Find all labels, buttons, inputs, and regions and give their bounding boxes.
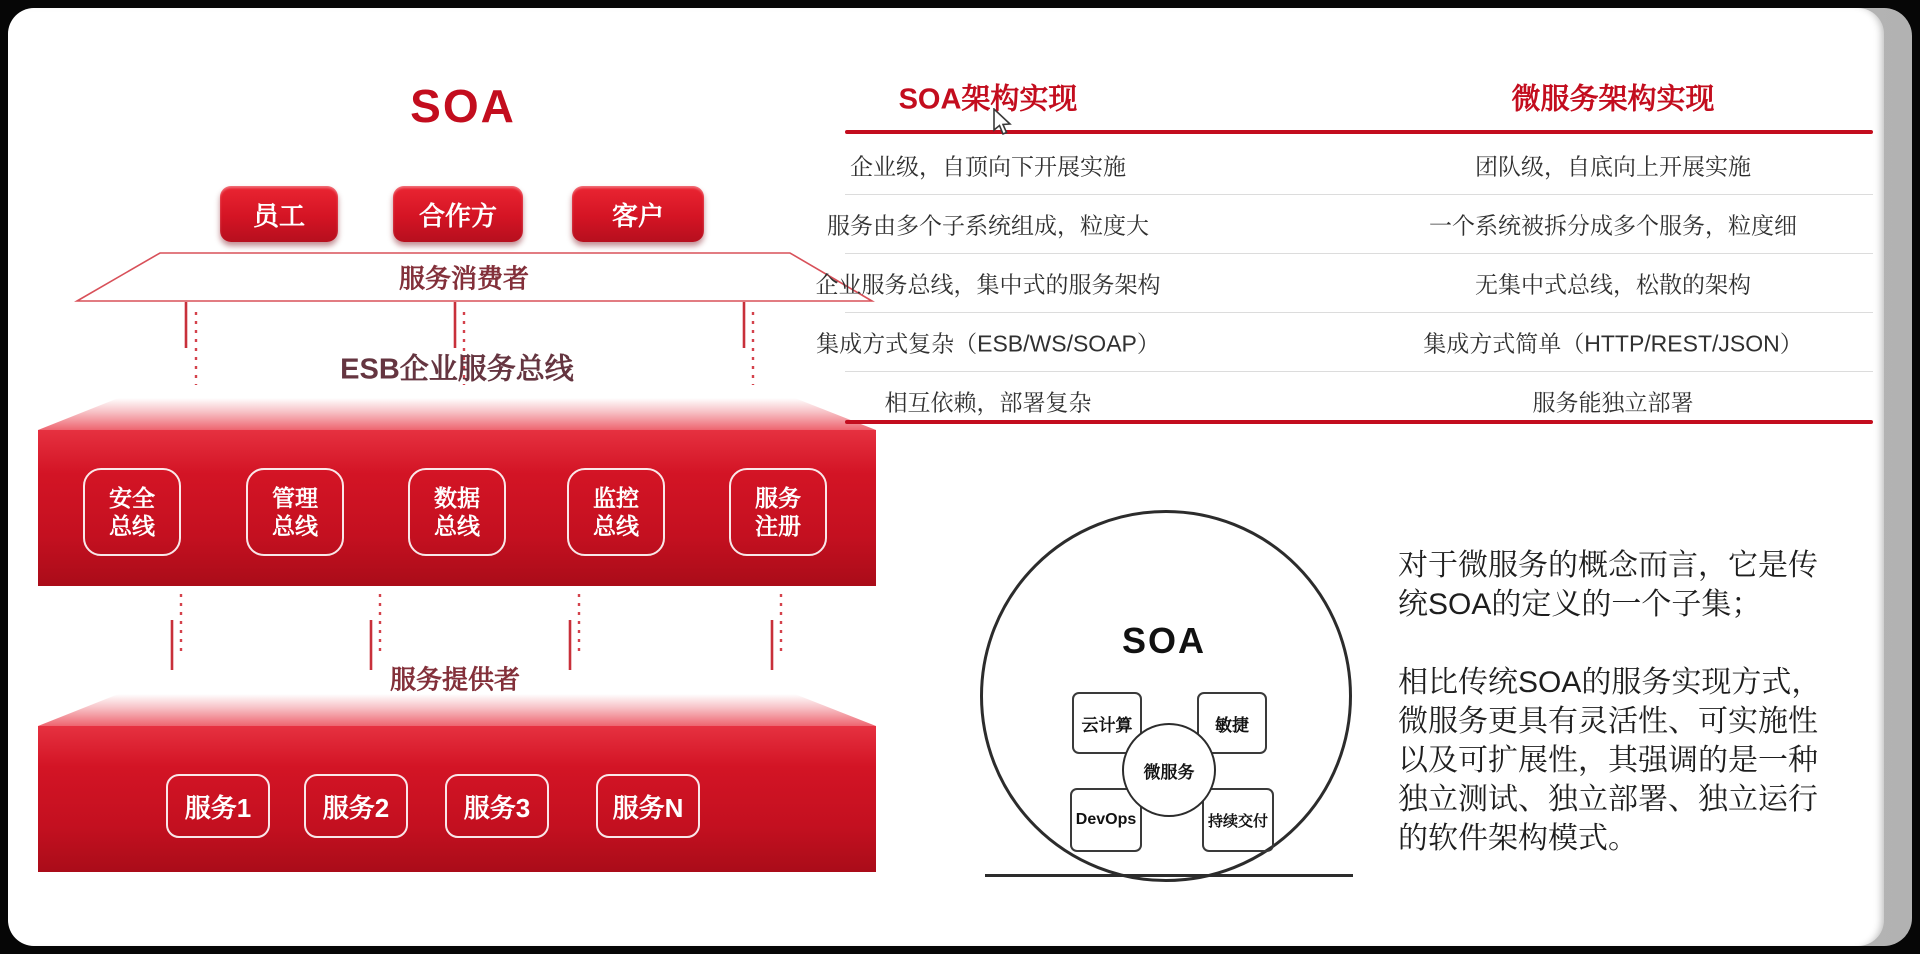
table-cell-micro: 服务能独立部署 (1532, 389, 1694, 416)
bus-box-monitoring (567, 468, 665, 556)
description-text (1398, 546, 1868, 858)
table-header-microservice: 微服务架构实现 (1511, 83, 1715, 116)
service-box-label: 服务3 (463, 792, 531, 823)
bus-box-label: 管理 (272, 485, 318, 511)
consumer-box-partner-label: 合作方 (418, 200, 497, 231)
bus-box-label: 服务 (755, 485, 801, 511)
bus-box-label: 数据 (434, 485, 480, 511)
consumer-box-employee-label: 员工 (252, 200, 305, 231)
description-line: 的软件架构模式。 (1398, 822, 1638, 855)
table-bottom-rule (845, 420, 1873, 424)
venn-box-continuous-delivery (1202, 788, 1274, 852)
esb-slab-top-face (38, 398, 876, 430)
bus-box-label: 总线 (593, 513, 639, 539)
bus-box-label: 总线 (272, 513, 318, 539)
service-box-label: 服务1 (184, 792, 252, 823)
description-line: 统SOA的定义的一个子集； (1398, 588, 1762, 621)
description-line: 微服务更具有灵活性、可实施性 (1398, 705, 1818, 738)
table-cell-micro: 无集中式总线，松散的架构 (1475, 271, 1751, 298)
consumer-group-label: 服务消费者 (398, 263, 530, 294)
venn-outer-circle (980, 510, 1352, 882)
table-header-soa: SOA架构实现 (898, 83, 1078, 116)
esb-bus-label: ESB企业服务总线 (340, 353, 574, 386)
bus-box-label: 总线 (434, 513, 480, 539)
bus-box-label: 注册 (755, 513, 801, 539)
service-box-label: 服务N (612, 792, 684, 823)
description-line: 以及可扩展性，其强调的是一种 (1398, 744, 1818, 777)
table-row (845, 136, 1873, 195)
venn-outer-label: SOA (1121, 620, 1207, 661)
service-box-3 (445, 774, 549, 838)
table-row (827, 195, 1873, 254)
table-row (816, 313, 1873, 372)
provider-group-label: 服务提供者 (389, 664, 521, 695)
bus-box-service-registry (729, 468, 827, 556)
description-paragraph-gap (1398, 624, 1868, 663)
table-cell-micro: 团队级，自底向上开展实施 (1475, 153, 1751, 180)
consumer-box-customer-label: 客户 (611, 200, 664, 231)
table-cell-soa: 相互依赖，部署复杂 (884, 389, 1092, 416)
table-cell-soa: 集成方式复杂（ESB/WS/SOAP） (816, 330, 1160, 357)
bus-box-data (408, 468, 506, 556)
table-row (815, 254, 1873, 313)
table-cell-soa: 企业级，自顶向下开展实施 (850, 153, 1126, 180)
venn-box-label: 敏捷 (1215, 715, 1249, 735)
bus-box-security (83, 468, 181, 556)
venn-box-label: DevOps (1075, 811, 1137, 828)
table-cell-soa: 服务由多个子系统组成，粒度大 (827, 212, 1149, 239)
bus-box-label: 总线 (109, 513, 155, 539)
comparison-table (815, 136, 1873, 430)
bus-box-label: 监控 (593, 485, 639, 511)
description-line: 对于微服务的概念而言，它是传 (1398, 549, 1818, 582)
service-box-label: 服务2 (322, 792, 390, 823)
venn-box-label: 持续交付 (1207, 812, 1268, 830)
venn-inner-circle (1122, 723, 1216, 817)
provider-slab-top-face (38, 694, 876, 726)
table-cell-soa: 企业服务总线，集中式的服务架构 (815, 271, 1161, 298)
venn-box-label: 云计算 (1081, 715, 1133, 735)
venn-inner-label: 微服务 (1143, 762, 1195, 782)
service-box-2 (304, 774, 408, 838)
bus-box-label: 安全 (109, 485, 155, 511)
service-box-1 (166, 774, 270, 838)
description-line: 相比传统SOA的服务实现方式， (1398, 666, 1822, 699)
table-cell-micro: 一个系统被拆分成多个服务，粒度细 (1429, 212, 1797, 239)
description-line: 独立测试、独立部署、独立运行 (1398, 783, 1818, 816)
service-box-n (596, 774, 700, 838)
mouse-cursor (990, 108, 1016, 138)
bus-box-management (246, 468, 344, 556)
table-cell-micro: 集成方式简单（HTTP/REST/JSON） (1423, 330, 1803, 357)
soa-diagram-title: SOA (410, 80, 516, 132)
slide-canvas (8, 8, 1884, 946)
